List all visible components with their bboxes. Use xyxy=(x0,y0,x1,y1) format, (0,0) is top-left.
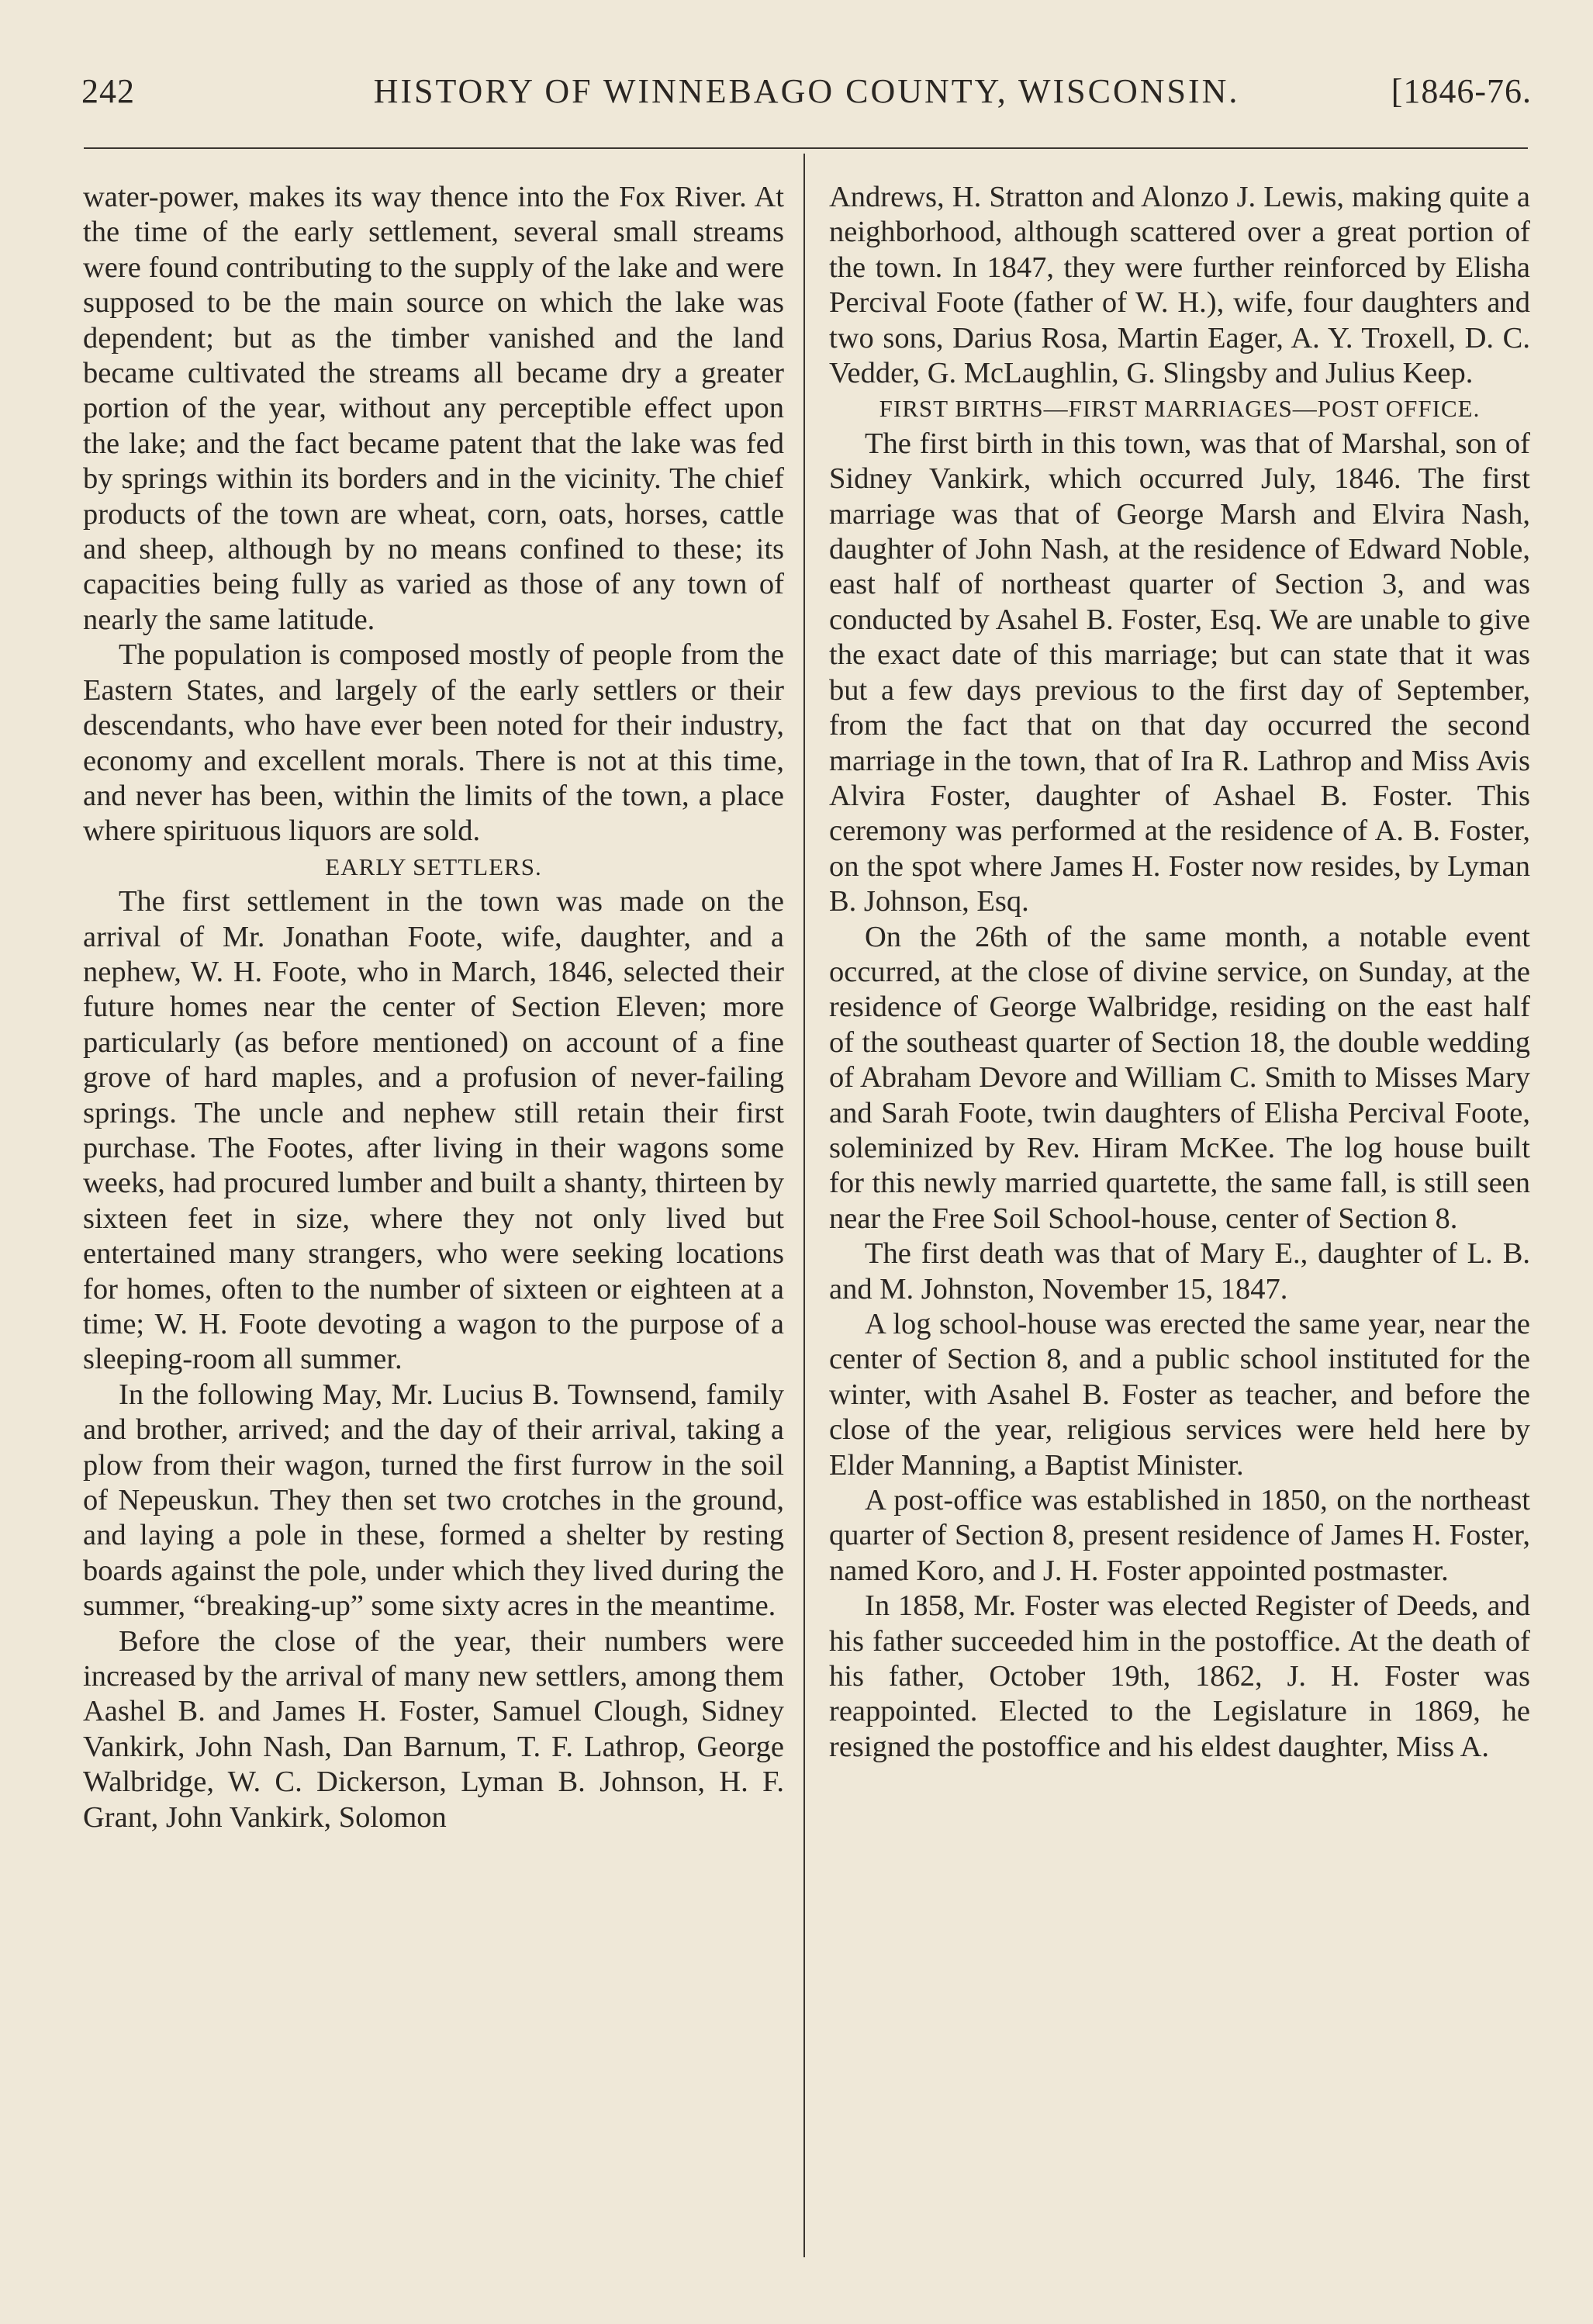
paragraph: In 1858, Mr. Foster was elected Register of Deeds, and his father succeeded him in the postoffice. At the death of his father, October 19th, 1862, J. H. Foster was reappointed. Elected to the Legislature in 1869, he resigned the postoffice and his eldest daughter, Miss A. xyxy=(829,1589,1530,1763)
paragraph: The first settlement in the town was made on the arrival of Mr. Jonathan Foote, wife, daughter, and a nephew, W. H. Foote, who in March, 1846, selected their future homes near the center of Section Eleven; more particularly (as before mentioned) on account of a fine grove of hard maples, and a profusion of never-failing springs. The uncle and nephew still retain their first purchase. The Footes, after living in their wagons some weeks, had procured lumber and built a shanty, thirteen by sixteen feet in size, where they not only lived but entertained many strangers, who were seeking locations for homes, often to the number of sixteen or eighteen at a time; W. H. Foote devoting a wagon to the purpose of a sleeping-room all summer. xyxy=(83,885,784,1376)
column-divider xyxy=(803,154,805,2257)
right-column xyxy=(829,180,1530,1765)
paragraph: water-power, makes its way thence into the Fox River. At the time of the early settlement, several small streams were found contributing to the supply of the lake and were supposed to be the main source on which the lake was dependent; but as the timber vanished and the land became cultivated the streams all became dry a greater portion of the year, without any perceptible effect upon the lake; and the fact became patent that the lake was fed by springs within its borders and in the vicinity. The chief products of the town are wheat, corn, oats, horses, cattle and sheep, although by no means confined to these; its capacities being fully as varied as those of any town of nearly the same latitude. xyxy=(83,181,784,636)
header-rule xyxy=(84,147,1528,149)
paragraph: A log school-house was erected the same year, near the center of Section 8, and a public school instituted for the winter, with Asahel B. Foster as teacher, and before the close of the year, religious services were held here by Elder Manning, a Baptist Minister. xyxy=(829,1308,1530,1482)
page-header xyxy=(81,71,1532,118)
paragraph: Andrews, H. Stratton and Alonzo J. Lewis, making quite a neighborhood, although scattered over a great portion of the town. In 1847, they were further reinforced by Elisha Percival Foote (father of W. H.), wife, four daughters and two sons, Darius Rosa, Martin Eager, A. Y. Troxell, D. C. Vedder, G. McLaughlin, G. Slingsby and Julius Keep. xyxy=(829,181,1530,390)
left-column xyxy=(83,180,784,1835)
year-range: [1846-76. xyxy=(1391,72,1532,110)
page-number: 242 xyxy=(81,72,135,110)
paragraph: In the following May, Mr. Lucius B. Townsend, family and brother, arrived; and the day of their arrival, taking a plow from their wagon, turned the first furrow in the soil of Nepeuskun. They then set two crotches in the ground, and laying a pole in these, formed a shelter by resting boards against the pole, under which they lived during the summer, “breaking-up” some sixty acres in the meantime. xyxy=(83,1378,784,1623)
section-heading: EARLY SETTLERS. xyxy=(325,852,542,880)
running-title: HISTORY OF WINNEBAGO COUNTY, WISCONSIN. xyxy=(373,72,1240,110)
section-heading: FIRST BIRTHS—FIRST MARRIAGES—POST OFFICE. xyxy=(879,395,1481,423)
paragraph: A post-office was established in 1850, on the northeast quarter of Section 8, present residence of James H. Foster, named Koro, and J. H. Foster appointed postmaster. xyxy=(829,1484,1530,1587)
paragraph: The first death was that of Mary E., daughter of L. B. and M. Johnston, November 15, 1847. xyxy=(829,1237,1530,1306)
paragraph: On the 26th of the same month, a notable event occurred, at the close of divine service, on Sunday, at the residence of George Walbridge, residing on the east half of the southeast quarter of Section 18, the double wedding of Abraham Devore and William C. Smith to Misses Mary and Sarah Foote, twin daughters of Elisha Percival Foote, soleminized by Rev. Hiram McKee. The log house built for this newly married quartette, the same fall, is still seen near the Free Soil School-house, center of Section 8. xyxy=(829,920,1530,1235)
paragraph: Before the close of the year, their numbers were increased by the arrival of many new settlers, among them Aashel B. and James H. Foster, Samuel Clough, Sidney Vankirk, John Nash, Dan Barnum, T. F. Lathrop, George Walbridge, W. C. Dickerson, Lyman B. Johnson, H. F. Grant, John Vankirk, Solomon xyxy=(83,1624,784,1834)
paragraph: The population is composed mostly of people from the Eastern States, and largely of the early settlers or their descendants, who have ever been noted for their industry, economy and excellent morals. There is not at this time, and never has been, within the limits of the town, a place where spirituous liquors are sold. xyxy=(83,638,784,848)
paragraph: The first birth in this town, was that of Marshal, son of Sidney Vankirk, which occurred July, 1846. The first marriage was that of George Marsh and Elvira Nash, daughter of John Nash, at the residence of Edward Noble, east half of northeast quarter of Section 3, and was conducted by Asahel B. Foster, Esq. We are unable to give the exact date of this marriage; but can state that it was but a few days previous to the first day of September, from the fact that on that day occurred the second marriage in the town, that of Ira R. Lathrop and Miss Avis Alvira Foster, daughter of Ashael B. Foster. This ceremony was performed at the residence of A. B. Foster, on the spot where James H. Foster now resides, by Lyman B. Johnson, Esq. xyxy=(829,427,1530,918)
